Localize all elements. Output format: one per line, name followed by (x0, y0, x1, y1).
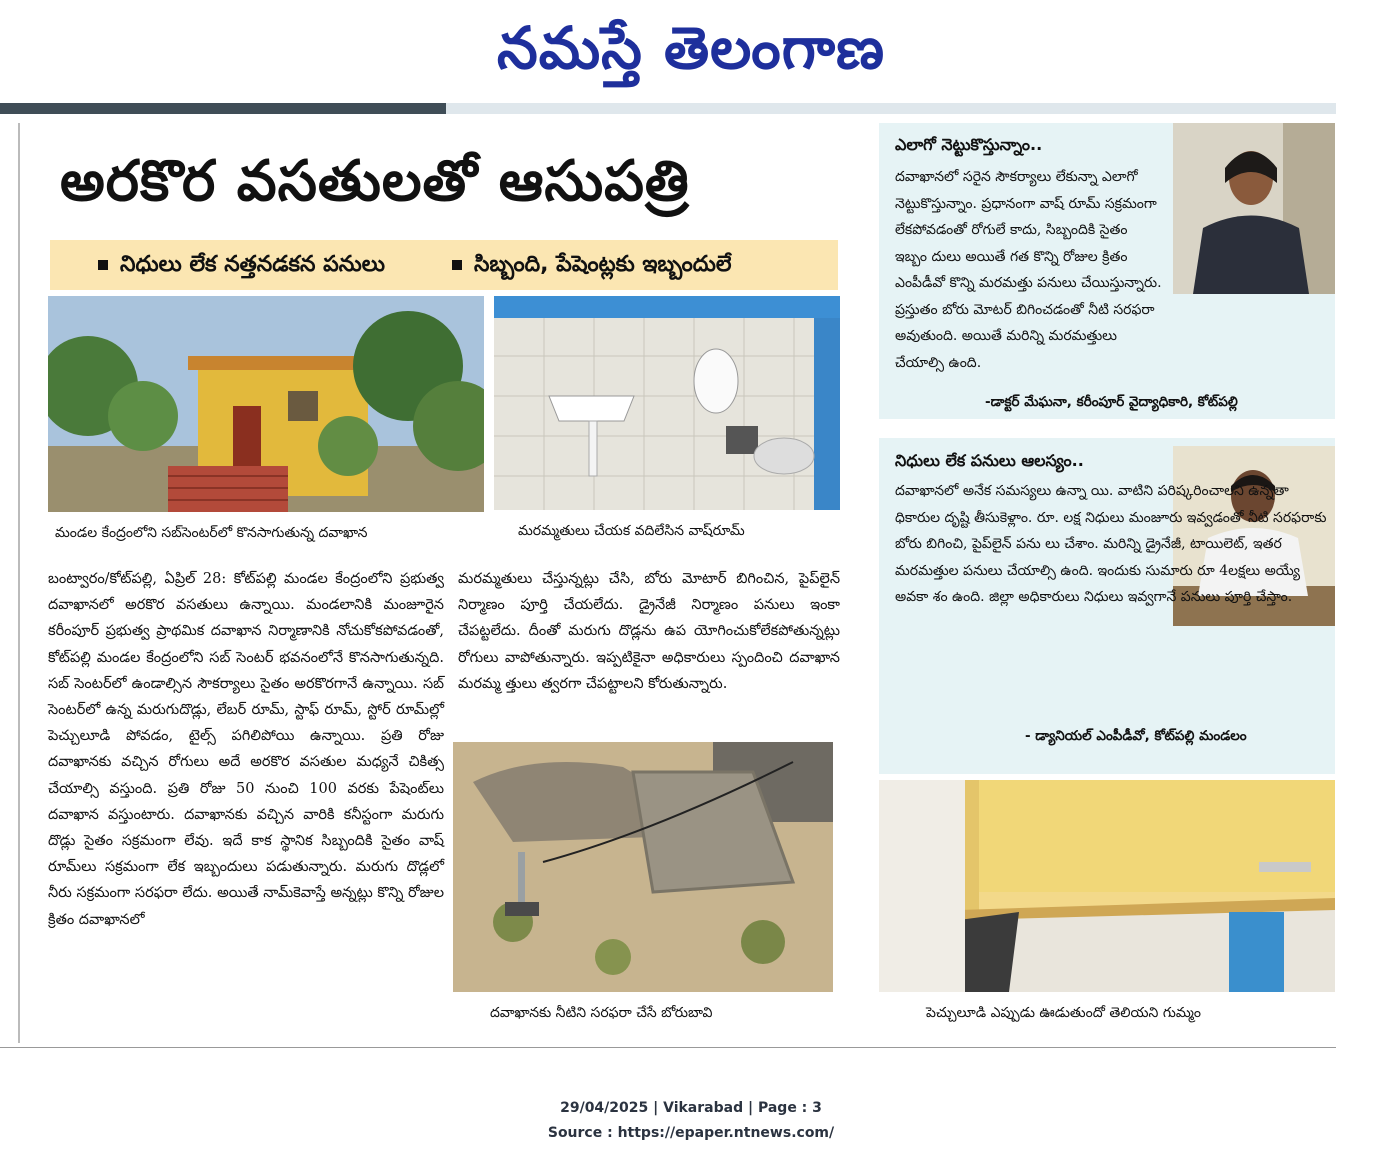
subhead-text: నిధులు లేక నత్తనడకన పనులు (120, 252, 385, 277)
sidebar-box-mpdo-title: నిధులు లేక పనులు ఆలస్యం.. (895, 451, 1084, 470)
page-left-divider (18, 123, 20, 1043)
masthead-logo: నమస్తే తెలంగాణ (497, 14, 885, 82)
subhead-item-1 (98, 250, 385, 280)
subhead-text: సిబ్బంది, పేషెంట్లకు ఇబ్బందులే (474, 252, 732, 277)
photo-doctor (1173, 123, 1335, 294)
page-bottom-rule (0, 1047, 1336, 1048)
photo-door-frame (879, 780, 1335, 992)
bullet-icon (452, 260, 462, 270)
sidebar-box-doctor-text: దవాఖానలో సరైన సౌకర్యాలు లేకున్నా ఎలాగో నెట్టుకొస్తున్నాం. ప్రధానంగా వాష్ రూమ్ సక్రమంగా లేకపోవడంతో రోగులే కాదు, సిబ్బందికి సైతం ఇబ్బం దులు అయితే గత కొన్ని రోజుల క్రితం ఎంపీడీవో కొన్ని మరమత్తు పనులు చేయిస్తున్నారు. ప్రస్తుతం బోరు మోటర్ బిగించడంతో నీటి సరఫరా అవుతుంది. అయితే మరిన్ని మరమత్తులు చేయాల్సి ఉంది. (895, 169, 1162, 371)
subhead-item-2 (452, 250, 731, 280)
article-body-col2: మరమ్మతులు చేస్తున్నట్లు చేసి, బోరు మోటార్ బిగించిన, పైప్‌లైన్ నిర్మాణం పూర్తి చేయలేదు. డ్రైనేజీ నిర్మాణం పనులు ఇంకా చేపట్టలేదు. దీంతో మరుగు దొడ్లను ఉప యోగించుకోలేకపోతున్నట్లు రోగులు వాపోతున్నారు. ఇప్పటికైనా అధికారులు స్పందించి దవాఖాన మరమ్మ త్తులు త్వరగా చేపట్టాలని కోరుతున్నారు. (458, 571, 840, 692)
caption-photo-building: మండల కేంద్రంలోని సబ్‌సెంటర్‌లో కొనసాగుతున్న దవాఖాన (55, 525, 368, 541)
caption-photo-washroom: మరమ్మతులు చేయక వదిలేసిన వాష్‌రూమ్ (518, 523, 745, 539)
article-headline: అరకొర వసతులతో ఆసుపత్రి (60, 149, 690, 214)
footer-date-edition: 29/04/2025 | Vikarabad | Page : 3 (560, 1100, 822, 1116)
sidebar-box-doctor-signature: -డాక్టర్ మేఘనా, కరీంపూర్ వైద్యాధికారి, కోట్‌పల్లి (985, 394, 1238, 410)
sidebar-box-mpdo-signature: - డ్యానియల్ ఎంపీడీవో, కోట్‌పల్లి మండలం (1025, 728, 1247, 744)
photo-borewell (453, 742, 833, 992)
caption-photo-borewell: దవాఖానకు నీటిని సరఫరా చేసే బోరుబావి (490, 1005, 713, 1021)
caption-photo-door-frame: పెచ్చులూడి ఎప్పుడు ఊడుతుందో తెలియని గుమ్మం (926, 1005, 1202, 1021)
article-body-col1: బంట్వారం/కోట్‌పల్లి, ఏప్రిల్ 28: కోట్‌పల్లి మండల కేంద్రంలోని ప్రభుత్వ దవాఖానలో అరకొర వసతులు ఉన్నాయి. మండలానికి మంజూరైన కరీంపూర్ ప్రభుత్వ ప్రాథమిక దవాఖాన నిర్మాణానికి నోచుకోకపోవడంతో, కోట్‌పల్లి మండల కేంద్రంలోని సబ్ సెంటర్ భవనంలోనే కొనసాగుతున్నది. సబ్ సెంటర్‌లో ఉండాల్సిన సౌకర్యాలు సైతం అరకొరగానే ఉన్నాయి. సబ్ సెంటర్‌లో ఉన్న మరుగుదొడ్లు, లేబర్ రూమ్, స్టాఫ్ రూమ్, స్టోర్ రూమ్‌ల్లో పెచ్చులూడి పోవడం, టైల్స్ పగిలిపోయి ఉన్నాయి. ప్రతి రోజు దవాఖానకు వచ్చిన రోగులు అదే అరకొర వసతుల మధ్యనే చికిత్స చేయాల్సి వస్తుంది. ప్రతి రోజు 50 నుంచి 100 వరకు పేషెంట్‌లు దవాఖాన వస్తుంటారు. దవాఖానకు వచ్చిన వారికి కనీస్టంగా మరుగు దొడ్లు సైతం సక్రమంగా లేవు. ఇదే కాక స్థానిక సిబ్బందికి సైతం వాష్ రూమ్‌లు సక్రమంగా లేక ఇబ్బందులు పడుతున్నారు. మరుగు దొడ్లలో నీరు సక్రమంగా సరఫరా లేదు. అయితే నామ్‌కెవాస్తే అన్నట్లు కొన్ని రోజుల క్రితం దవాఖానలో (48, 571, 444, 928)
photo-building (48, 296, 484, 512)
masthead-rule-light (446, 103, 1336, 114)
masthead-rule-dark (0, 103, 446, 114)
photo-washroom (494, 296, 840, 510)
footer-source: Source : https://epaper.ntnews.com/ (547, 1125, 835, 1141)
bullet-icon (98, 260, 108, 270)
sidebar-box-mpdo-text: దవాఖానలో అనేక సమస్యలు ఉన్నా యి. వాటిని పరిష్కరించాలని ఉన్నతా ధికారుల దృష్టి తీసుకెళ్లాం. రూ. లక్ష నిధులు మంజూరు ఇవ్వడంతో నీటి సరఫరాకు బోరు బిగించి, పైప్‌లైన్ పను లు చేశాం. మరిన్ని డ్రైనేజీ, టాయిలెట్, ఇతర మరమత్తుల పనులు చేయాల్సి ఉంది. ఇందుకు సుమారు రూ 4లక్షలు అయ్యే అవకా శం ఉంది. జిల్లా అధికారులు నిధులు ఇవ్వగానే పనులు పూర్తి చేస్తాం. (895, 483, 1327, 605)
sidebar-box-doctor-title: ఎలాగో నెట్టుకొస్తున్నాం.. (895, 135, 1043, 154)
